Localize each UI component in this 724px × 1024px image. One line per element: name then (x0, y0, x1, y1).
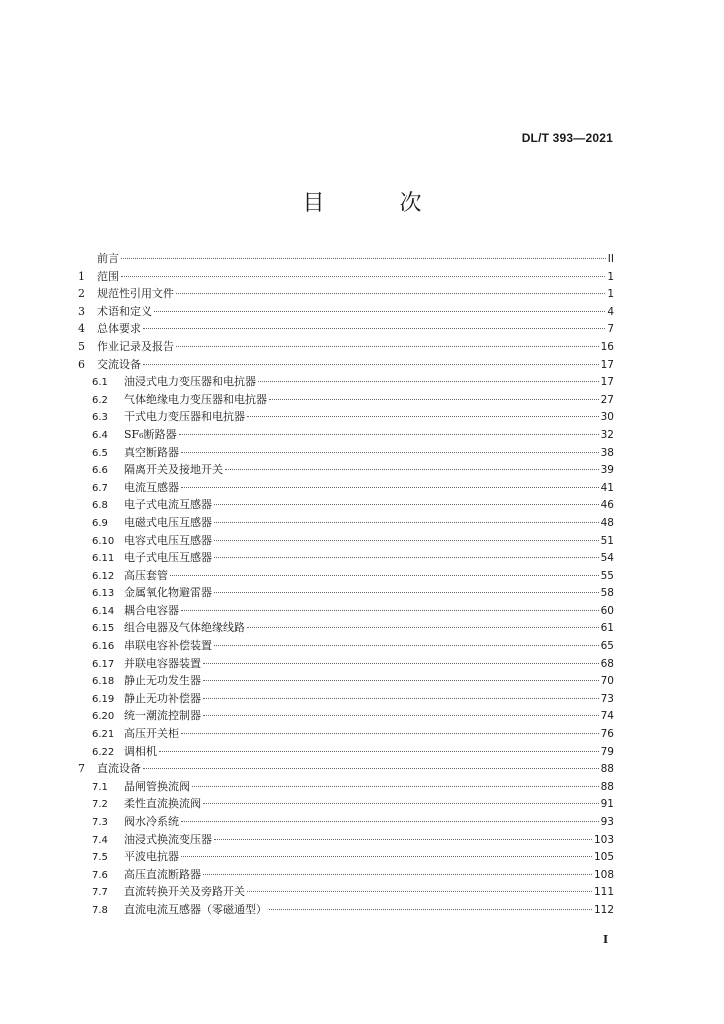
toc-entry-label: 交流设备 (97, 357, 141, 371)
toc-entry-number: 7.4 (92, 834, 108, 846)
toc-entry-label: 直流设备 (97, 762, 141, 776)
toc-dot-leader (269, 399, 599, 400)
toc-entry-label: 气体绝缘电力变压器和电抗器 (124, 392, 267, 406)
toc-dot-leader (143, 768, 599, 769)
toc-dot-leader (181, 610, 599, 611)
toc-entry-label: 金属氧化物避雷器 (124, 586, 212, 600)
toc-entry-label: 油浸式电力变压器和电抗器 (124, 375, 256, 389)
toc-entry[interactable] (78, 479, 614, 497)
toc-entry-page: 46 (600, 499, 614, 512)
toc-entry[interactable] (78, 778, 614, 796)
toc-dot-leader (203, 663, 599, 664)
toc-entry-label: 作业记录及报告 (97, 339, 174, 353)
toc-entry-number: 6.8 (92, 500, 108, 512)
toc-entry[interactable] (78, 549, 614, 567)
toc-entry-label: 柔性直流换流阀 (124, 797, 201, 811)
toc-entry-label: 直流电流互感器（零磁通型） (124, 902, 267, 916)
table-of-contents (78, 250, 614, 919)
toc-entry-label: 串联电容补偿装置 (124, 639, 212, 653)
toc-entry-page: 1 (607, 288, 614, 301)
toc-dot-leader (176, 346, 599, 347)
toc-entry-page: 4 (607, 305, 614, 318)
toc-entry-number: 7.6 (92, 869, 108, 881)
toc-entry-number: 5 (78, 339, 85, 353)
toc-dot-leader (192, 786, 599, 787)
toc-entry-label: SF₆断路器 (124, 427, 177, 441)
toc-entry-label: 静止无功补偿器 (124, 691, 201, 705)
toc-entry-number: 6.20 (92, 711, 115, 723)
toc-entry[interactable] (78, 356, 614, 374)
toc-dot-leader (258, 381, 599, 382)
toc-entry-number: 1 (78, 269, 85, 283)
toc-entry-number: 6.18 (92, 676, 115, 688)
toc-entry[interactable] (78, 444, 614, 462)
toc-dot-leader (225, 469, 599, 470)
toc-entry-number: 7.3 (92, 817, 108, 828)
toc-dot-leader (203, 715, 599, 716)
toc-entry-page: 111 (593, 886, 614, 899)
toc-entry-page: 32 (600, 428, 614, 441)
toc-entry-page: 55 (600, 569, 614, 582)
toc-dot-leader (247, 891, 592, 892)
toc-entry[interactable] (78, 655, 614, 673)
toc-entry-label: 阀水冷系统 (124, 815, 179, 828)
toc-entry[interactable] (78, 320, 614, 338)
toc-entry[interactable] (78, 901, 614, 919)
toc-dot-leader (203, 874, 592, 875)
toc-dot-leader (181, 452, 599, 453)
toc-entry-number: 6.9 (92, 517, 108, 529)
toc-entry-page: 93 (600, 816, 614, 828)
toc-dot-leader (179, 434, 599, 435)
toc-entry-number: 7.7 (92, 887, 108, 899)
toc-entry-label: 规范性引用文件 (97, 287, 174, 301)
toc-entry[interactable] (78, 619, 614, 637)
toc-entry-page: 88 (600, 780, 614, 793)
toc-entry-label: 高压开关柜 (124, 727, 179, 741)
toc-entry-page: 65 (600, 640, 614, 653)
toc-entry-page: 17 (600, 358, 614, 371)
toc-entry-label: 隔离开关及接地开关 (124, 463, 223, 477)
toc-entry[interactable] (78, 883, 614, 901)
toc-entry-page: 76 (600, 728, 614, 741)
toc-entry-page: 38 (600, 446, 614, 459)
toc-entry-number: 6.5 (92, 447, 108, 459)
toc-dot-leader (214, 522, 599, 523)
toc-entry-page: 61 (600, 622, 614, 635)
toc-dot-leader (121, 258, 606, 259)
toc-entry-label: 电子式电压互感器 (124, 551, 212, 565)
toc-dot-leader (203, 803, 599, 804)
toc-entry-page: II (607, 253, 614, 265)
toc-entry[interactable] (78, 831, 614, 849)
toc-entry-number: 6.6 (92, 465, 108, 477)
toc-entry-number: 6.21 (92, 729, 115, 741)
toc-entry-number: 6.3 (92, 412, 108, 424)
toc-entry-label: 耦合电容器 (124, 603, 179, 617)
toc-entry-page: 68 (600, 657, 614, 670)
toc-entry-page: 108 (593, 868, 614, 881)
toc-dot-leader (181, 856, 592, 857)
toc-entry-number: 6.11 (92, 553, 115, 565)
toc-entry-label: 调相机 (124, 744, 157, 758)
toc-entry[interactable] (78, 408, 614, 426)
toc-entry-page: 91 (600, 798, 614, 811)
toc-entry[interactable] (78, 496, 614, 514)
toc-entry-number: 6 (78, 357, 85, 371)
toc-entry[interactable] (78, 426, 614, 444)
toc-entry-number: 6.16 (92, 641, 115, 653)
toc-entry[interactable] (78, 567, 614, 585)
toc-entry-page: 70 (600, 675, 614, 688)
toc-entry[interactable] (78, 725, 614, 743)
toc-dot-leader (247, 416, 599, 417)
toc-entry-page: 27 (600, 393, 614, 406)
toc-entry-number: 7.1 (92, 781, 108, 793)
toc-entry-number: 6.4 (92, 429, 108, 441)
toc-entry-label: 总体要求 (97, 322, 141, 336)
toc-entry[interactable] (78, 866, 614, 884)
toc-entry-label: 电磁式电压互感器 (124, 515, 212, 529)
toc-entry[interactable] (78, 338, 614, 356)
toc-entry-number: 6.1 (92, 377, 108, 389)
toc-entry-page: 73 (600, 692, 614, 705)
toc-dot-leader (214, 645, 599, 646)
toc-entry[interactable] (78, 532, 614, 550)
toc-entry[interactable] (78, 602, 614, 620)
toc-dot-leader (181, 733, 599, 734)
toc-entry-page: 54 (600, 552, 614, 565)
toc-entry-page: 39 (600, 464, 614, 477)
toc-entry[interactable] (78, 848, 614, 866)
toc-entry-number: 6.22 (92, 746, 115, 758)
toc-entry-page: 41 (600, 481, 614, 494)
toc-entry[interactable] (78, 514, 614, 532)
toc-entry[interactable] (78, 637, 614, 655)
toc-entry[interactable] (78, 707, 614, 725)
toc-entry-page: 103 (593, 833, 614, 846)
toc-entry-page: 58 (600, 587, 614, 600)
toc-entry-number: 6.14 (92, 605, 115, 617)
toc-dot-leader (181, 487, 599, 488)
toc-entry-page: 112 (593, 903, 614, 916)
toc-entry-page: 48 (600, 516, 614, 529)
toc-entry-label: 术语和定义 (97, 304, 152, 318)
toc-entry-number: 6.19 (92, 693, 115, 705)
toc-entry-page: 16 (600, 340, 614, 353)
toc-entry-label: 油浸式换流变压器 (124, 832, 212, 846)
toc-entry[interactable] (78, 672, 614, 690)
toc-entry-number: 6.13 (92, 588, 115, 600)
toc-dot-leader (214, 504, 599, 505)
toc-entry-number: 3 (78, 304, 85, 318)
toc-dot-leader (203, 680, 599, 681)
toc-dot-leader (159, 751, 599, 752)
page-title: 目 次 (302, 191, 456, 216)
toc-entry-number: 6.15 (92, 623, 115, 635)
toc-entry-label: 直流转换开关及旁路开关 (124, 885, 245, 899)
toc-entry-number: 7 (78, 762, 85, 776)
toc-dot-leader (214, 557, 599, 558)
toc-entry[interactable] (78, 268, 614, 286)
toc-entry-label: 静止无功发生器 (124, 674, 201, 688)
toc-entry-label: 高压套管 (124, 568, 168, 582)
toc-dot-leader (181, 821, 599, 822)
toc-entry-page: 88 (600, 763, 614, 776)
toc-entry-label: 组合电器及气体绝缘线路 (124, 621, 245, 635)
toc-dot-leader (143, 328, 605, 329)
toc-dot-leader (214, 839, 592, 840)
toc-entry[interactable] (78, 461, 614, 479)
toc-dot-leader (143, 364, 599, 365)
toc-entry[interactable] (78, 391, 614, 409)
toc-entry[interactable] (78, 690, 614, 708)
toc-entry-label: 前言 (97, 252, 119, 265)
toc-entry-page: 105 (593, 851, 614, 864)
toc-entry-number: 6.7 (92, 482, 108, 494)
standard-number: DL/T 393—2021 (521, 131, 613, 145)
toc-entry-label: 真空断路器 (124, 445, 179, 459)
toc-dot-leader (203, 698, 599, 699)
toc-entry-number: 6.17 (92, 658, 115, 670)
toc-entry-number: 4 (78, 322, 85, 336)
toc-entry-label: 电子式电流互感器 (124, 498, 212, 512)
toc-entry-page: 17 (600, 376, 614, 389)
toc-dot-leader (176, 293, 605, 294)
toc-entry-page: 60 (600, 604, 614, 617)
toc-dot-leader (214, 592, 599, 593)
toc-entry-label: 干式电力变压器和电抗器 (124, 410, 245, 424)
toc-entry-label: 平波电抗器 (124, 850, 179, 864)
toc-entry-number: 6.10 (92, 535, 115, 547)
toc-entry[interactable] (78, 584, 614, 602)
toc-entry-number: 7.2 (92, 799, 108, 811)
toc-entry-page: 79 (600, 745, 614, 758)
toc-entry-page: 74 (600, 710, 614, 723)
toc-entry-number: 7.8 (92, 904, 108, 916)
toc-entry-label: 电容式电压互感器 (124, 533, 212, 547)
toc-entry-label: 并联电容器装置 (124, 656, 201, 670)
toc-dot-leader (170, 575, 599, 576)
toc-entry[interactable] (78, 285, 614, 303)
toc-entry[interactable] (78, 250, 614, 268)
toc-entry-label: 晶闸管换流阀 (124, 779, 190, 793)
page-number: I (603, 933, 609, 946)
toc-entry[interactable] (78, 743, 614, 761)
toc-entry-number: 6.12 (92, 570, 115, 582)
toc-entry-page: 7 (607, 323, 614, 336)
toc-entry-page: 30 (600, 411, 614, 424)
toc-dot-leader (247, 627, 599, 628)
toc-dot-leader (269, 909, 592, 910)
toc-entry-label: 范围 (97, 269, 119, 283)
toc-entry[interactable] (78, 813, 614, 831)
toc-dot-leader (154, 311, 605, 312)
toc-entry-label: 高压直流断路器 (124, 867, 201, 881)
toc-entry[interactable] (78, 373, 614, 391)
toc-entry-label: 统一潮流控制器 (124, 709, 201, 723)
toc-entry-number: 6.2 (92, 394, 108, 406)
toc-entry-number: 7.5 (92, 852, 108, 864)
toc-entry-number: 2 (78, 287, 85, 301)
toc-dot-leader (121, 276, 605, 277)
toc-entry[interactable] (78, 303, 614, 321)
toc-entry-label: 电流互感器 (124, 480, 179, 494)
toc-entry[interactable] (78, 795, 614, 813)
toc-entry-page: 1 (607, 270, 614, 283)
toc-entry[interactable] (78, 760, 614, 778)
toc-entry-page: 51 (600, 534, 614, 547)
toc-dot-leader (214, 540, 599, 541)
